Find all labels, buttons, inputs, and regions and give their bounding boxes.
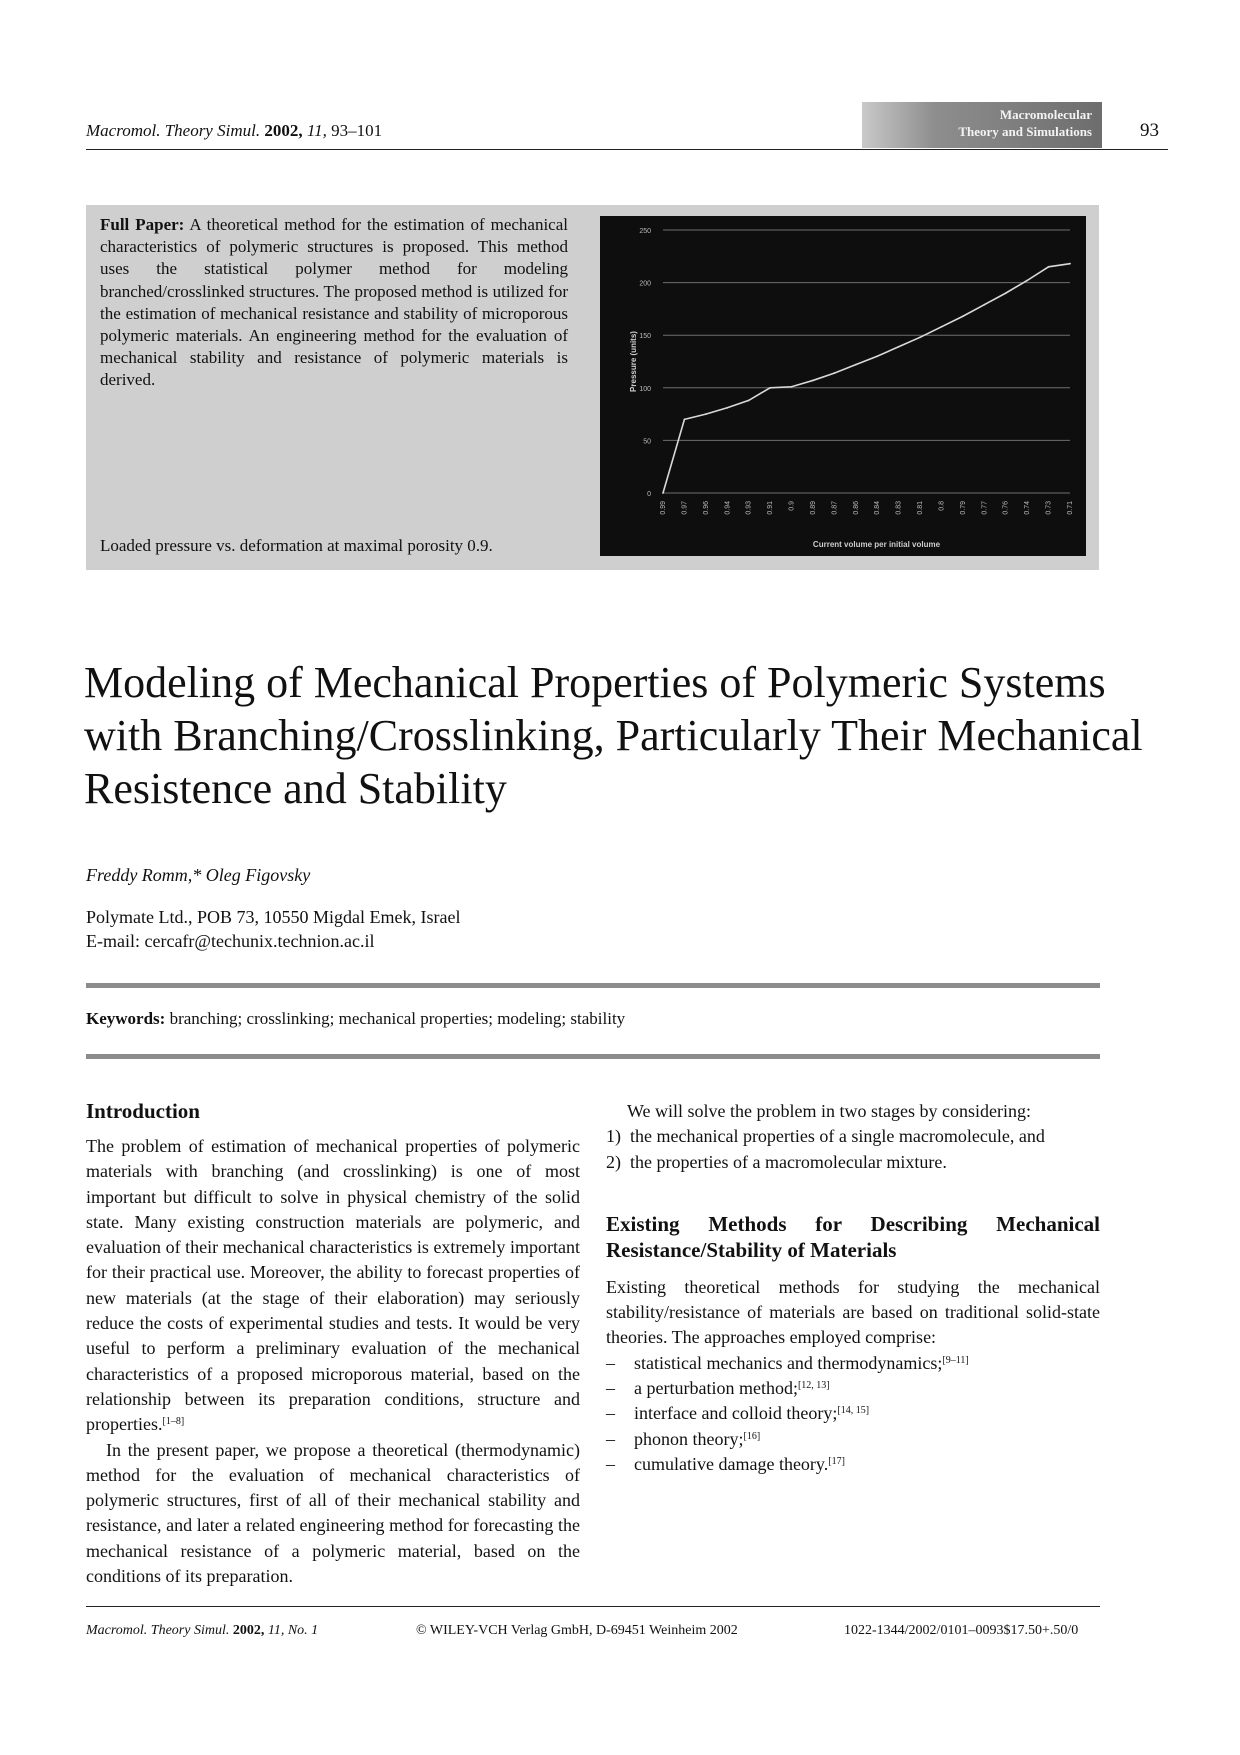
abstract-label: Full Paper: (100, 215, 185, 234)
list-marker: 2) (606, 1151, 621, 1172)
list-text (634, 1452, 845, 1477)
running-header (86, 121, 382, 141)
y-tick-label: 100 (639, 385, 651, 393)
header-rule (86, 149, 1168, 150)
data-point (748, 400, 750, 402)
x-tick-label: 0.93 (745, 501, 753, 515)
right-column (606, 1099, 1100, 1477)
list-item (606, 1427, 1100, 1452)
x-tick-label: 0.86 (852, 501, 860, 515)
list-marker: – (606, 1403, 615, 1424)
list-marker: – (606, 1352, 615, 1373)
series-line (663, 264, 1070, 493)
authors: Freddy Romm,* Oleg Figovsky (86, 865, 311, 885)
x-tick-label: 0.71 (1067, 501, 1074, 515)
list-text (634, 1427, 760, 1452)
list-item-ref: [12, 13] (797, 1380, 830, 1392)
intro-p1-text: The problem of estimation of mechanical properties of polymeric materials with branching (and crosslinking) is one of most important but difficult to solve in physical chemistry of the solid state. Many existing construction materials are polymeric, and evaluation of their mechanical characteristics is extremely important for their practical use. Moreover, the ability to forecast properties of new materials (at the stage of their elaboration) may seriously reduce the costs of experimental studies and tests. It would be very useful to perform a preliminary evaluation of the mechanical characteristics of a proposed microporous material, based on the relationship between its preparation conditions, structure and properties. (86, 1136, 580, 1435)
journal-name: Macromol. Theory Simul. (86, 121, 261, 140)
y-axis-label: Pressure (units) (629, 331, 638, 392)
x-tick-label: 0.91 (767, 501, 775, 515)
list-item-ref: [14, 15] (837, 1405, 870, 1417)
list-item-text: cumulative damage theory. (634, 1453, 829, 1474)
y-tick-label: 150 (639, 333, 651, 341)
journal-volume: 11, (306, 121, 327, 140)
footer-journal: Macromol. Theory Simul. (86, 1623, 230, 1638)
intro-list (606, 1124, 1100, 1175)
list-marker: – (606, 1453, 615, 1474)
x-tick-label: 0.87 (831, 501, 839, 515)
y-tick-label: 0 (647, 491, 651, 498)
x-tick-label: 0.96 (702, 501, 710, 515)
footer-citation (86, 1623, 318, 1639)
logo-line2: Theory and Simulations (958, 124, 1092, 139)
list-item-text: a perturbation method; (634, 1378, 798, 1399)
paper-title: Modeling of Mechanical Properties of Polymeric Systems with Branching/Crosslinking, Particularly Their Mechanical Resistence and Stability (84, 658, 1143, 813)
intro-paragraph-1 (86, 1134, 580, 1438)
list-item (606, 1376, 1100, 1401)
list-text: the properties of a macromolecular mixture. (630, 1151, 947, 1172)
x-tick-label: 0.76 (1002, 501, 1010, 515)
keywords-rule-bottom (86, 1054, 1100, 1059)
journal-pages: 93–101 (331, 121, 383, 140)
data-point (1005, 292, 1007, 294)
list-item-ref: [17] (828, 1455, 845, 1467)
data-point (876, 355, 878, 357)
data-point (791, 386, 793, 388)
keywords-text: branching; crosslinking; mechanical properties; modeling; stability (169, 1009, 626, 1028)
x-tick-label: 0.99 (660, 501, 667, 515)
journal-logo (862, 102, 1102, 148)
x-tick-label: 0.84 (874, 501, 882, 515)
journal-year: 2002, (264, 121, 303, 140)
data-point (983, 304, 985, 306)
data-point (684, 418, 686, 420)
data-point (898, 346, 900, 348)
data-point (1069, 263, 1071, 265)
x-tick-label: 0.77 (981, 501, 989, 515)
data-point (726, 407, 728, 409)
chart-svg (600, 216, 1086, 556)
x-tick-label: 0.94 (724, 501, 732, 515)
list-item (606, 1150, 1100, 1175)
footer-publisher: © WILEY-VCH Verlag GmbH, D-69451 Weinheim 2002 (416, 1623, 738, 1638)
x-tick-label: 0.81 (917, 501, 925, 515)
data-point (662, 492, 664, 494)
keywords-label: Keywords: (86, 1009, 166, 1028)
y-tick-label: 250 (639, 228, 651, 235)
list-item (606, 1124, 1100, 1149)
x-tick-label: 0.8 (938, 501, 946, 511)
x-tick-label: 0.97 (681, 501, 689, 515)
abstract-text (100, 214, 568, 392)
list-item (606, 1351, 1100, 1376)
x-tick-label: 0.73 (1045, 501, 1053, 515)
list-marker: 1) (606, 1126, 621, 1147)
list-text: the mechanical properties of a single macromolecule, and (630, 1126, 1045, 1147)
data-point (919, 336, 921, 338)
x-tick-label: 0.89 (809, 501, 817, 515)
data-point (962, 315, 964, 317)
y-tick-label: 200 (639, 280, 651, 288)
affiliation (86, 905, 460, 953)
list-item-text: phonon theory; (634, 1428, 744, 1449)
data-point (812, 380, 814, 382)
data-point (769, 387, 771, 389)
x-tick-label: 0.74 (1024, 501, 1032, 515)
list-item-text: interface and colloid theory; (634, 1403, 838, 1424)
intro-heading: Introduction (86, 1099, 200, 1123)
list-text (634, 1401, 869, 1426)
intro-p1-ref: [1–8] (162, 1416, 185, 1428)
existing-list (606, 1351, 1100, 1477)
list-marker: – (606, 1378, 615, 1399)
intro-paragraph-2 (86, 1438, 580, 1590)
list-item-ref: [16] (743, 1430, 761, 1442)
footer-year: 2002, (232, 1623, 265, 1638)
logo-line1: Macromolecular (999, 107, 1092, 122)
data-point (1026, 280, 1028, 282)
data-point (1048, 266, 1050, 268)
list-text (634, 1376, 830, 1401)
x-tick-label: 0.83 (895, 501, 903, 515)
intro-p2-text: In the present paper, we propose a theoretical (thermodynamic) method for the evaluation of mechanical characteristics of polymeric structures, first of all of their mechanical stability and resistance, and later a related engineering method for forecasting the mechanical resistance of a polymeric material, based on the conditions of its preparation. (86, 1439, 580, 1587)
page-number: 93 (1140, 120, 1159, 141)
left-column (86, 1098, 580, 1589)
existing-paragraph: Existing theoretical methods for studying the mechanical stability/resistance of materials are based on traditional solid-state theories. The approaches employed comprise: (606, 1276, 1100, 1348)
x-tick-label: 0.79 (959, 501, 967, 515)
intro-p3: We will solve the problem in two stages by considering: (627, 1101, 1031, 1121)
data-point (833, 372, 835, 374)
abstract-chart (600, 216, 1086, 556)
list-text (634, 1351, 969, 1376)
list-marker: – (606, 1428, 615, 1449)
affiliation-address: Polymate Ltd., POB 73, 10550 Migdal Emek, Israel (86, 907, 461, 927)
list-item-ref: [9–11] (942, 1354, 969, 1366)
x-axis-label: Current volume per initial volume (812, 540, 941, 549)
data-point (855, 364, 857, 366)
list-item (606, 1401, 1100, 1426)
footer-rule (86, 1606, 1100, 1607)
list-item-text: statistical mechanics and thermodynamics; (634, 1352, 943, 1373)
keywords (86, 1009, 625, 1029)
list-item (606, 1452, 1100, 1477)
affiliation-email: E-mail: cercafr@techunix.technion.ac.il (86, 931, 375, 951)
existing-heading: Existing Methods for Describing Mechanical Resistance/Stability of Materials (606, 1211, 1100, 1262)
abstract-body: A theoretical method for the estimation of mechanical characteristics of polymeric structures is proposed. This method uses the statistical polymer method for modeling branched/crosslinked structures. The proposed method is utilized for the estimation of mechanical resistance and stability of microporous polymeric materials. An engineering method for the evaluation of mechanical stability and resistance of polymeric materials is derived. (100, 215, 568, 390)
data-point (705, 413, 707, 415)
keywords-rule-top (86, 983, 1100, 988)
data-point (941, 326, 943, 328)
y-tick-label: 50 (643, 438, 651, 446)
figure-caption: Loaded pressure vs. deformation at maximal porosity 0.9. (100, 536, 493, 555)
footer-issue: 11, No. 1 (267, 1623, 319, 1638)
footer-code: 1022-1344/2002/0101–0093$17.50+.50/0 (844, 1623, 1079, 1638)
x-tick-label: 0.9 (788, 501, 796, 511)
